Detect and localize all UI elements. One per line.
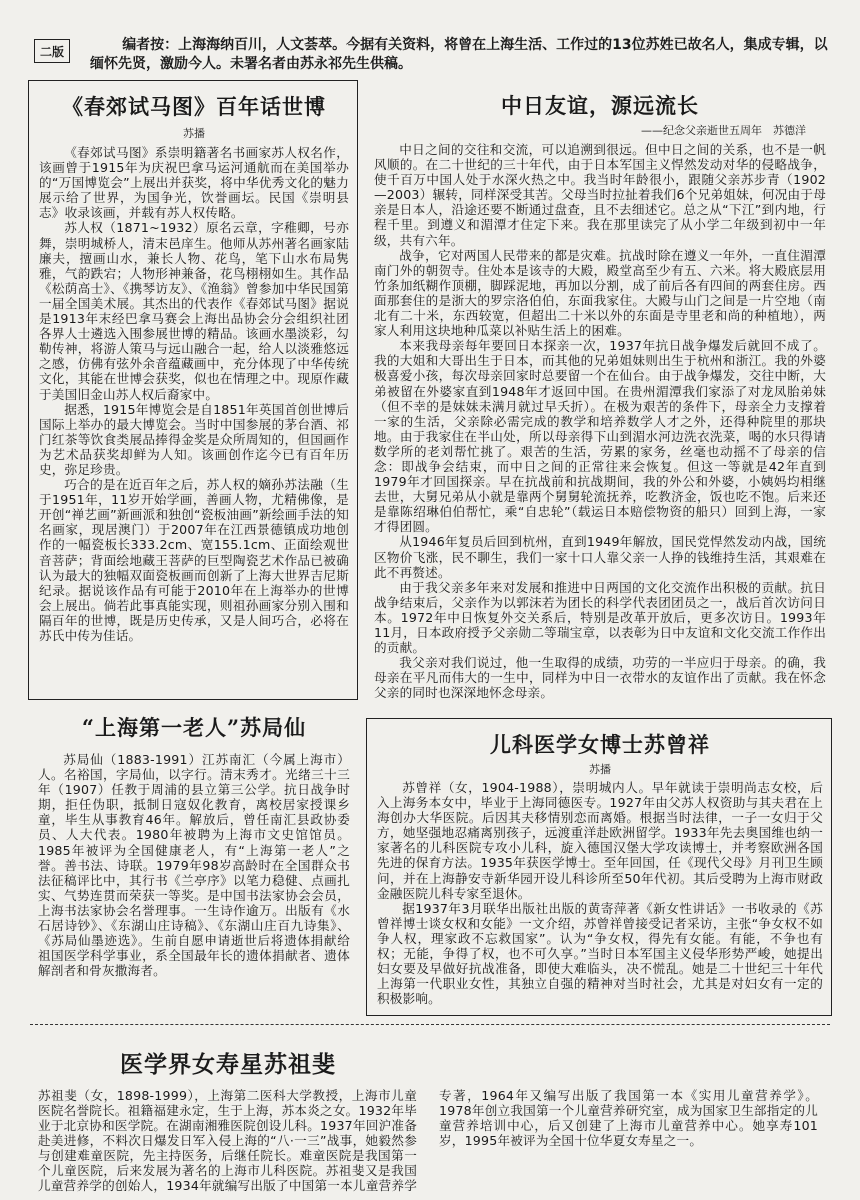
article-byline: 苏播	[183, 127, 205, 140]
paragraph: 我父亲对我们说过，他一生取得的成绩，功劳的一半应归于母亲。的确，我母亲在平凡而伟大的一生中，同样为中日一衣带水的友谊作出了贡献。我在怀念父亲的同时也深深地怀念母亲。	[374, 655, 826, 701]
article-title: 医学界女寿星苏祖斐	[120, 1051, 336, 1078]
paragraph: 巧合的是在近百年之后，苏人权的嫡孙苏法融（生于1951年，11岁开始学画，善画人物，尤精佛像，是开创“禅艺画”新画派和独创“瓷板油画”新绘画手法的知名画家，现居澳门）于2007年在江西景德镇成功地创作的一幅瓷板长333.2cm、宽155.1cm、正面绘观世音菩萨；背面绘地藏王菩萨的巨型陶瓷艺术作品已被确认为最大的独幅双面瓷板画而创新了上海大世界吉尼斯纪录。据说该作品有可能于2010年在上海举办的世博会上展出。倘若此事真能实现，则祖孙画家分别入围和隔百年的世博，既是历史传承，又是人间巧合，必将在苏氏中传为佳话。	[39, 477, 349, 643]
paragraph: 本来我母亲每年要回日本探亲一次，1937年抗日战争爆发后就回不成了。我的大姐和大哥出生于日本，而其他的兄弟姐妹则出生于杭州和浙江。我的外婆极喜爱小孩，每次母亲回家时总要留一个在仙台。由于战争爆发，交往中断，大弟被留在外婆家直到1948年才返回中国。在贵州湄潭我们家添了对龙凤胎弟妹（但不幸的是妹妹未满月就过早夭折）。在极为艰苦的条件下，母亲全力支撑着一家的生活，父亲除必需完成的教学和培养数学人才之外，还得种院里的那块地。由于我家住在半山处，所以母亲得下山到湄水河边洗衣洗菜，喝的水只得请数学所的老刘帮忙挑了。艰苦的生活，劳累的家务，丝毫也动摇不了母亲的信念：即战争会结束，而中日之间的正常往来会恢复。但这一等就是42年直到1979年才回国探亲。早在抗战前和抗战期间，我的外公和外婆，小姨妈均相继去世，大舅兄弟从小就是靠两个舅舅轮流抚养，吃教济金，饭也吃不饱。后来还是靠陈绍琳伯伯帮忙，乘“自忠轮”（载运日本赔偿物资的船只）回到上海，一家才得团圆。	[374, 338, 826, 535]
article-pediatrics-doctor	[366, 718, 832, 1016]
article-sino-japan-friendship	[366, 80, 832, 713]
editor-note: 编者按：上海海纳百川，人文荟萃。今据有关资料，将曾在上海生活、工作过的13位苏姓已故名人，集成专辑，以缅怀先贤，激励今人。未署名者由苏永祁先生供稿。	[90, 37, 828, 72]
article-title: 中日友谊，源远流长	[501, 93, 699, 118]
paragraph: 战争，它对两国人民带来的都是灾难。抗战时除在遵义一年外，一直住湄潭南门外的朝贺寺。住处本是该寺的大殿，殿堂高至少有五、六米。将大殿底层用竹条加纸糊作顶棚，脚踩泥地，再加以分割，成了前后各有四间的两套住房。西面那套住的是浙大的罗宗洛伯伯，东面我家住。大殿与山门之间是一片空地（南北有二十米，东西较宽，但超出二十米以外的东面是寺里老和尚的种植地），两家人利用这块地种瓜菜以补贴生活上的困难。	[374, 247, 826, 339]
article-title: 《春郊试马图》百年话世博	[62, 94, 326, 119]
paragraph: 苏曾祥（女，1904-1988），崇明城内人。早年就读于崇明尚志女校，后入上海务本女中，毕业于上海同德医专。1927年由父苏人权资助与其夫君在上海创办大华医院。后因其夫移情别恋而离婚。根据当时法律，一子一女归于父方，她坚强地忍痛离别孩子，远渡重洋赴欧洲留学。1933年先去奥国维也纳一家著名的儿科医院专攻小儿科，旋入德国汉堡大学攻读博士，并考察欧洲各国先进的保育方法。1935年获医学博士。至年回国，任《现代父母》月刊卫生顾问，并在上海静安寺新华园开设儿科诊所至50年代初。其后受聘为上海市财政金融医院儿科专家至退休。	[377, 780, 823, 901]
article-byline: 苏播	[589, 763, 611, 776]
paragraph: 苏祖斐（女，1898-1999），上海第二医科大学教授，上海市儿童医院名誉院长。祖籍福建永定，生于上海，苏本炎之女。1932年毕业于北京协和医学院。在湖南湘雅医院创设儿科。1937年回沪准备赴美进修，不料次日爆发日军入侵上海的“八·一三”战事，她毅然参与创建难童医院，先主持医务，后继任院长。难童医院是我国第一个儿童医院，后来发展为著名的上海市儿科医院。苏祖斐又是我国儿童营养学的创始人，1934年就编写出版了中国第一本儿童营养学专著，1964年又编写出版了我国第一本《实用儿童营养学》。1978年创立我国第一个儿童营养研究室，成为国家卫生部指定的儿童营养培训中心，后又创建了上海市儿童营养中心。她享寿101岁，1995年被评为全国十位华夏女寿星之一。	[38, 1088, 818, 1193]
article-title: “上海第一老人”苏局仙	[81, 715, 307, 740]
paragraph: 据1937年3月联华出版社出版的黄寄萍著《新女性讲话》一书收录的《苏曾祥博士谈女权和女能》一文介绍，苏曾祥曾接受记者采访，主张“争女权不如争人权，理家政不忘救国家”。认为“争女权，得先有女能。有能，不争也有权；无能，争得了权，也不可久享。”当时日本军国主义侵华形势严峻，她提出妇女要及早做好抗战准备，即使大难临头，决不慌乱。她是二十世纪三十年代上海第一代职业女性，其独立自强的精神对当时社会，尤其是对妇女有一定的积极影响。	[377, 900, 823, 1007]
section-divider	[30, 1024, 830, 1025]
page-section-label: 二版	[34, 39, 70, 63]
paragraph: 从1946年复员后回到杭州，直到1949年解放，国民党悍然发动内战，国统区物价飞涨，民不聊生，我们一家十口人靠父亲一人挣的钱维持生活，其艰难在此不再赘述。	[374, 534, 826, 580]
paragraph: 苏人权（1871~1932）原名云章，字稚卿，号亦舞，崇明城桥人，清末邑庠生。他师从苏州著名画家陆廉夫，擅画山水，兼长人物、花鸟，笔下山水布局隽雅，气韵跌宕；人物形神兼备，花鸟栩栩如生。其作品《松荫高士》、《携琴访友》、《渔翁》曾参加中华民国第一届全国美术展。其杰出的代表作《春郊试马图》据说是1913年末经巴拿马赛会上海出品协会分会组织社团各界人士遴选入围参展世博的精品。该画水墨淡彩，勾勒传神，将游人策马与远山融合一起，给人以淡雅悠远之感，仿佛有弦外余音蕴藏画中，充分体现了中华传统文化，其能在世博会获奖，似也在情理之中。现原作藏于美国旧金山苏人权后裔家中。	[39, 220, 349, 402]
paragraph: 《春郊试马图》系崇明籍著名书画家苏人权名作，该画曾于1915年为庆祝巴拿马运河通航而在美国举办的“万国博览会”上展出并获奖，将中华优秀文化的魅力展示给了世界，为国争光，饮誉画坛。民国《崇明县志》收录该画，并载有苏人权传略。	[39, 145, 349, 221]
article-spring-horse	[28, 80, 358, 700]
article-medical-longevity	[28, 1030, 832, 1196]
paragraph: 苏局仙（1883-1991）江苏南汇（今属上海市）人。名裕国，字局仙，以字行。清末秀才。光绪三十三年（1907）任教于周浦的县立第三公学。抗日战争时期，拒任伪职，抵制日寇奴化教育，离校居家授课乡童，毕生从事教育46年。解放后，曾任南汇县政协委员、人大代表。1980年被聘为上海市文史馆馆员。1985年被评为全国健康老人，有“上海第一老人”之誉。善书法、诗联。1979年98岁高龄时在全国群众书法征稿评比中，其行书《兰亭序》以笔力稳健、点画扎实、气势连贯而荣获一等奖。是中国书法家协会会员，上海书法家协会名誉理事。一生诗作逾万。出版有《水石居诗钞》、《东湖山庄诗稿》、《东湖山庄百九诗集》、《苏局仙墨迹选》。生前自愿申请逝世后将遗体捐献给祖国医学科学事业，系全国最年长的遗体捐献者、遗体解剖者和骨灰撒海者。	[38, 752, 350, 979]
paragraph: 据悉，1915年博览会是自1851年英国首创世博后国际上举办的最大博览会。当时中国参展的茅台酒、祁门红茶等饮食类展品捧得金奖是众所周知的，但国画作为艺术品获奖却鲜为人知。该画创作迄今已有百年历史，弥足珍贵。	[39, 401, 349, 477]
paragraph: 中日之间的交往和交流，可以追溯到很远。但中日之间的关系，也不是一帆风顺的。在二十世纪的三十年代，由于日本军国主义悍然发动对华的侵略战争，使千百万中国人处于水深火热之中。我当时年龄很小，跟随父亲苏步青（1902—2003）辗转，同样深受其苦。父母当时拉扯着我们6个兄弟姐妹，何况由于母亲是日本人，沿途还要不断通过盘查，且不去细述它。总之从“下江”到内地，行程千里。到遵义和湄潭才住定下来。我在那里读完了从小学二年级到初中一年级，共有六年。	[374, 142, 826, 248]
paragraph: 由于我父亲多年来对发展和推进中日两国的文化交流作出积极的贡献。抗日战争结束后，父亲作为以郭沫若为团长的科学代表团团员之一，战后首次访问日本。1972年中日恢复外交关系后，特别是改革开放后，更多次访日。1993年11月，日本政府授予父亲勋二等瑞宝章，以表彰为日中友谊和文化交流工作作出的贡献。	[374, 579, 826, 656]
article-title: 儿科医学女博士苏曾祥	[490, 732, 710, 757]
article-subtitle: ——纪念父亲逝世五周年 苏德洋	[641, 124, 806, 137]
article-oldest-man	[28, 706, 358, 1016]
